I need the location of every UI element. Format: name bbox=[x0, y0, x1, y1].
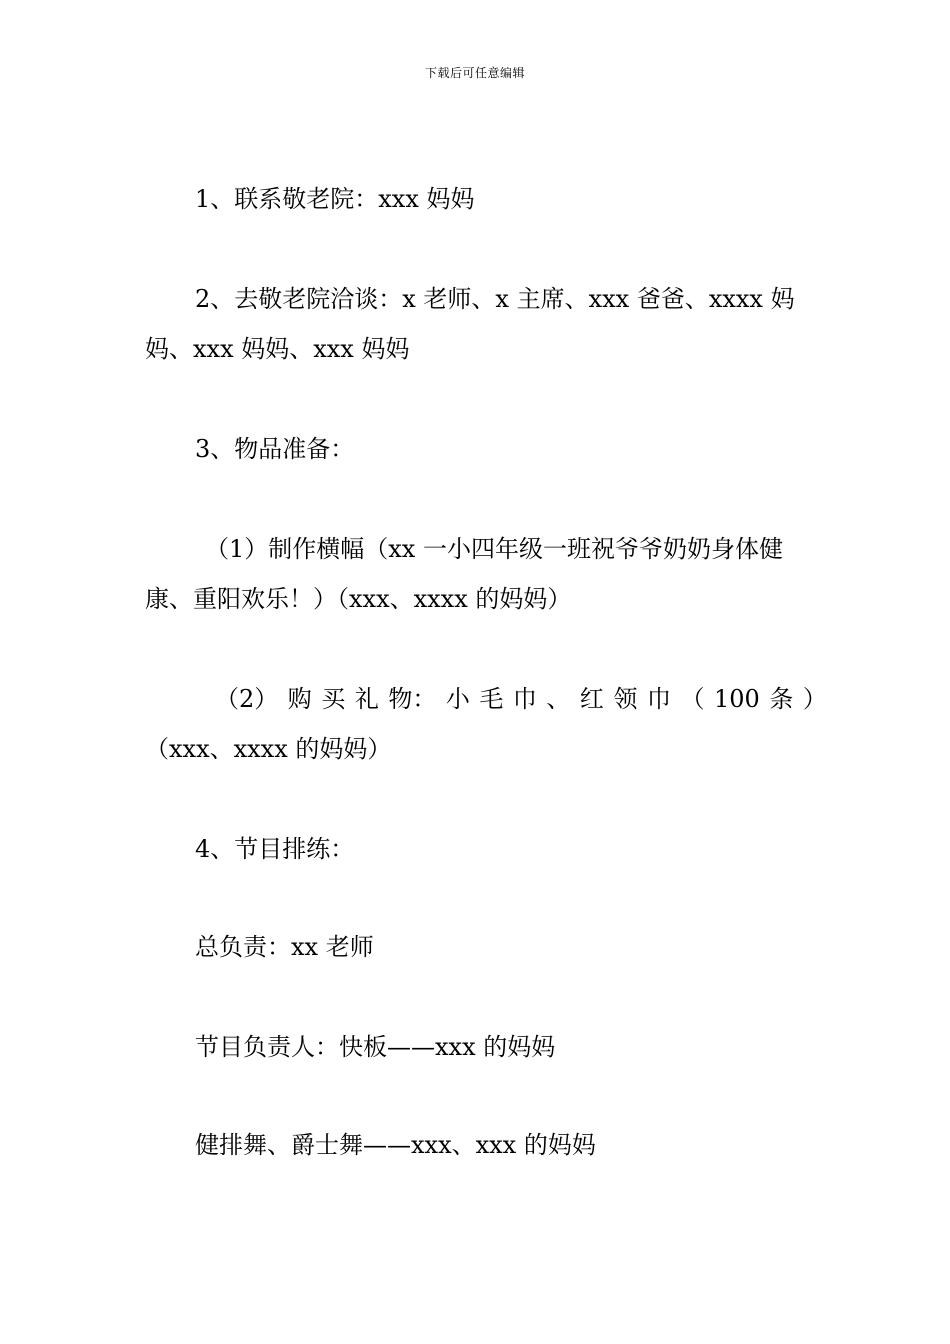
paragraph-line: 4、节目排练： bbox=[195, 835, 355, 863]
paragraph-line-spaced bbox=[215, 674, 827, 724]
text-segment: 巾 bbox=[646, 685, 671, 713]
paragraph-line: （xxx、xxxx 的妈妈） bbox=[145, 735, 392, 763]
paragraph-banner bbox=[145, 524, 807, 624]
text-segment: 领 bbox=[613, 685, 638, 713]
paragraph-line: 3、物品准备： bbox=[195, 435, 355, 463]
text-segment: 购 bbox=[287, 685, 312, 713]
paragraph-contact-nursing-home bbox=[145, 174, 807, 224]
paragraph-line: 健排舞、爵士舞——xxx、xxx 的妈妈 bbox=[195, 1131, 596, 1159]
text-segment: 买 bbox=[321, 685, 346, 713]
paragraph-gifts bbox=[145, 674, 827, 774]
text-segment: 、 bbox=[546, 685, 571, 713]
text-segment: 红 bbox=[579, 685, 604, 713]
text-segment: 小 bbox=[445, 685, 470, 713]
paragraph-line: 妈、xxx 妈妈、xxx 妈妈 bbox=[145, 335, 410, 363]
text-segment: （ bbox=[680, 685, 705, 713]
paragraph-negotiation bbox=[145, 274, 807, 374]
paragraph-line: 康、重阳欢乐！）（xxx、xxxx 的妈妈） bbox=[145, 585, 572, 613]
text-segment: （2） bbox=[215, 685, 279, 713]
text-segment: 条 bbox=[769, 685, 794, 713]
text-segment: 100 bbox=[713, 685, 760, 713]
text-segment: 物： bbox=[388, 685, 437, 713]
paragraph-dance-lead bbox=[145, 1120, 807, 1170]
paragraph-rehearsal-heading bbox=[145, 824, 807, 874]
text-segment: 巾 bbox=[512, 685, 537, 713]
paragraph-line: 2、去敬老院洽谈：x 老师、x 主席、xxx 爸爸、xxxx 妈 bbox=[195, 285, 795, 313]
paragraph-overall-lead bbox=[145, 922, 807, 972]
paragraph-line: 总负责：xx 老师 bbox=[195, 933, 374, 961]
paragraph-program-lead bbox=[145, 1022, 807, 1072]
page-header: 下载后可任意编辑 bbox=[424, 66, 525, 80]
paragraph-supplies-heading bbox=[145, 424, 807, 474]
paragraph-line: 1、联系敬老院：xxx 妈妈 bbox=[195, 185, 475, 213]
text-segment: ） bbox=[802, 685, 827, 713]
paragraph-line: 节目负责人：快板——xxx 的妈妈 bbox=[195, 1033, 556, 1061]
text-segment: 毛 bbox=[479, 685, 504, 713]
text-segment: 礼 bbox=[354, 685, 379, 713]
paragraph-line: （1）制作横幅（xx 一小四年级一班祝爷爷奶奶身体健 bbox=[205, 535, 783, 563]
